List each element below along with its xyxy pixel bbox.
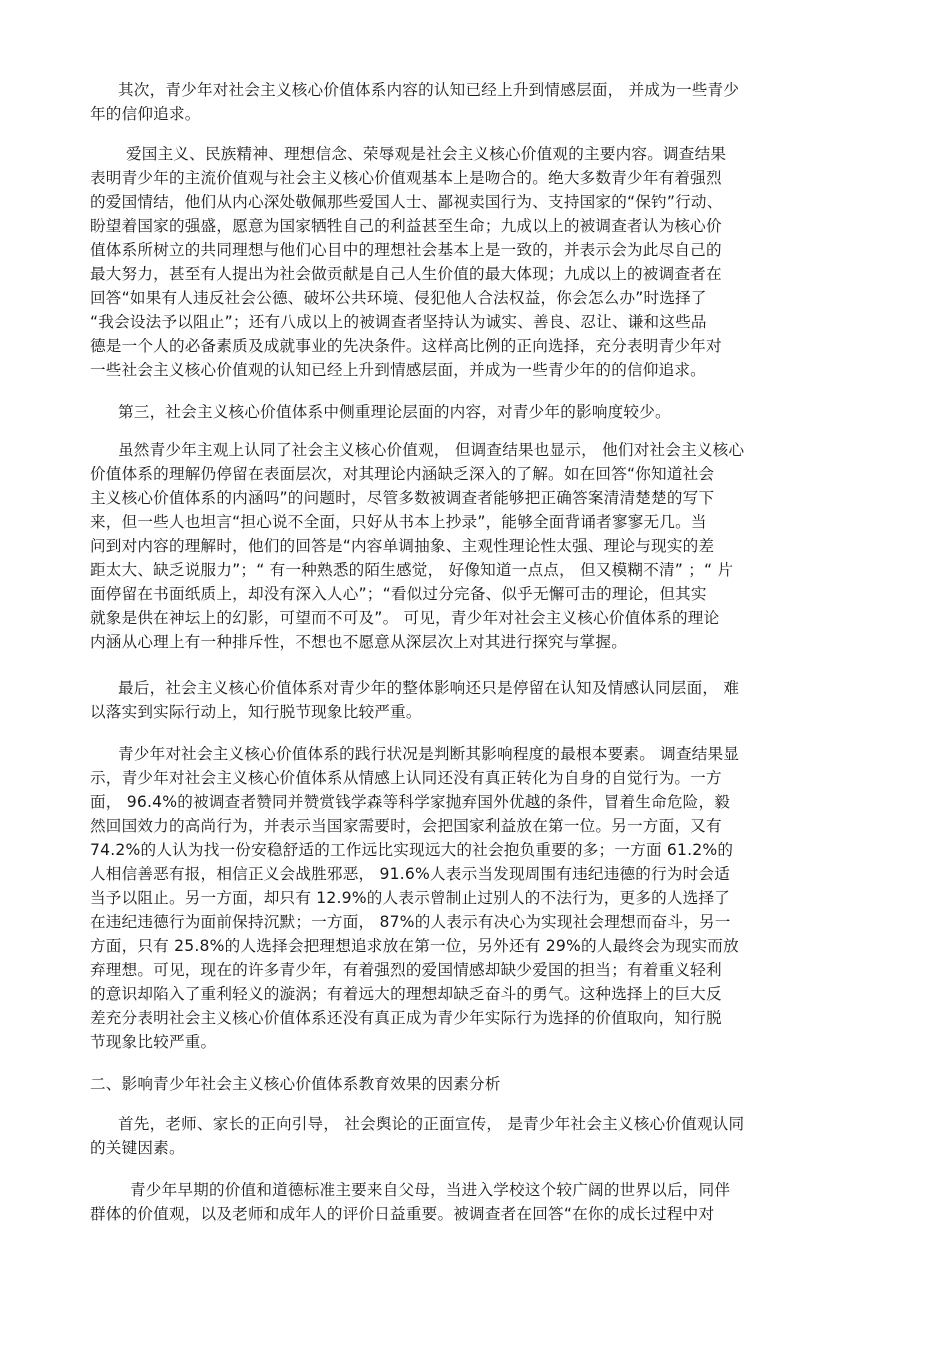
text-line: 问到对内容的理解时，他们的回答是“内容单调抽象、主观性理论性太强、理论与现实的差: [90, 537, 715, 555]
text-line: 人相信善恶有报，相信正义会战胜邪恶， 91.6%人表示当发现周围有违纪违德的行为时会适: [90, 865, 731, 883]
text-line: 在违纪违德行为面前保持沉默；一方面， 87%的人表示有决心为实现社会理想而奋斗，另一: [90, 913, 731, 931]
text-line: 74.2%的人认为找一份安稳舒适的工作远比实现远大的社会抱负重要的多；一方面 61.2%的: [90, 841, 734, 859]
text-line: 二、影响青少年社会主义核心价值体系教育效果的因素分析: [90, 1075, 501, 1093]
text-line: 的意识却陷入了重利轻义的漩涡；有着远大的理想却缺乏奋斗的勇气。这种选择上的巨大反: [90, 985, 722, 1003]
text-line: 其次，青少年对社会主义核心价值体系内容的认知已经上升到情感层面， 并成为一些青少: [118, 81, 740, 99]
text-line: 青少年早期的价值和道德标准主要来自父母，当进入学校这个较广阔的世界以后，同伴: [130, 1181, 731, 1199]
text-line: 首先，老师、家长的正向引导， 社会舆论的正面宣传， 是青少年社会主义核心价值观认同: [118, 1115, 745, 1133]
text-line: 值体系所树立的共同理想与他们心目中的理想社会基本上是一致的，并表示会为此尽自己的: [90, 241, 722, 259]
text-line: 最后，社会主义核心价值体系对青少年的整体影响还只是停留在认知及情感认同层面， 难: [118, 679, 740, 697]
text-line: 弃理想。可见，现在的许多青少年，有着强烈的爱国情感却缺少爱国的担当；有着重义轻利: [90, 961, 722, 979]
text-line: 回答“如果有人违反社会公德、破坏公共环境、侵犯他人合法权益，你会怎么办”时选择了: [90, 289, 707, 307]
text-line: “我会设法予以阻止”；还有八成以上的被调查者坚持认为诚实、善良、忍让、谦和这些品: [90, 313, 707, 331]
text-line: 的爱国情结，他们从内心深处敬佩那些爱国人士、鄙视卖国行为、支持国家的“保钓”行动、: [90, 193, 723, 211]
text-line: 以落实到实际行动上，知行脱节现象比较严重。: [90, 703, 422, 721]
text-line: 的关键因素。: [90, 1139, 185, 1157]
text-line: 差充分表明社会主义核心价值体系还没有真正成为青少年实际行为选择的价值取向，知行脱: [90, 1009, 722, 1027]
text-line: 一些社会主义核心价值观的认知已经上升到情感层面，并成为一些青少年的的信仰追求。: [90, 361, 706, 379]
text-line: 价值体系的理解仍停留在表面层次，对其理论内涵缺乏深入的了解。如在回答“你知道社会: [90, 465, 715, 483]
text-line: 节现象比较严重。: [90, 1033, 217, 1051]
text-line: 来，但一些人也坦言“担心说不全面，只好从书本上抄录”，能够全面背诵者寥寥无几。当: [90, 513, 707, 531]
text-line: 示，青少年对社会主义核心价值体系从情感上认同还没有真正转化为自身的自觉行为。一方: [90, 769, 722, 787]
text-line: 年的信仰追求。: [90, 105, 201, 123]
text-line: 距太大、缺乏说服力”；“ 有一种熟悉的陌生感觉， 好像知道一点点， 但又模糊不清” ；“ 片: [90, 561, 734, 579]
text-line: 主义核心价值体系的内涵吗”的问题时，尽管多数被调查者能够把正确答案清清楚楚的写下: [90, 489, 715, 507]
text-line: 方面，只有 25.8%的人选择会把理想追求放在第一位，另外还有 29%的人最终会为现实而放: [90, 937, 739, 955]
text-line: 就象是供在神坛上的幻影，可望而不可及”。 可见，青少年对社会主义核心价值体系的理论: [90, 609, 720, 627]
text-line: 爱国主义、民族精神、理想信念、荣辱观是社会主义核心价值观的主要内容。调查结果: [126, 145, 727, 163]
text-line: 面停留在书面纸质上，却没有深入人心”；“看似过分完备、似乎无懈可击的理论，但其实: [90, 585, 707, 603]
text-line: 面， 96.4%的被调查者赞同并赞赏钱学森等科学家抛弃国外优越的条件，冒着生命危险，毅: [90, 793, 731, 811]
text-line: 青少年对社会主义核心价值体系的践行状况是判断其影响程度的最根本要素。 调查结果显: [118, 745, 740, 763]
text-line: 然回国效力的高尚行为，并表示当国家需要时，会把国家利益放在第一位。另一方面，又有: [90, 817, 722, 835]
text-line: 群体的价值观，以及老师和成年人的评价日益重要。被调查者在回答“在你的成长过程中对: [90, 1205, 715, 1223]
text-line: 第三，社会主义核心价值体系中侧重理论层面的内容，对青少年的影响度较少。: [118, 403, 671, 421]
text-line: 虽然青少年主观上认同了社会主义核心价值观， 但调查结果也显示， 他们对社会主义核心: [118, 441, 745, 459]
text-line: 德是一个人的必备素质及成就事业的先决条件。这样高比例的正向选择，充分表明青少年对: [90, 337, 722, 355]
text-line: 当予以阻止。另一方面，却只有 12.9%的人表示曾制止过别人的不法行为，更多的人选择了: [90, 889, 731, 907]
text-line: 最大努力，甚至有人提出为社会做贡献是自己人生价值的最大体现；九成以上的被调查者在: [90, 265, 722, 283]
text-line: 内涵从心理上有一种排斥性，不想也不愿意从深层次上对其进行探究与掌握。: [90, 633, 627, 651]
text-line: 表明青少年的主流价值观与社会主义核心价值观基本上是吻合的。绝大多数青少年有着强烈: [90, 169, 722, 187]
text-line: 盼望着国家的强盛，愿意为国家牺牲自己的利益甚至生命；九成以上的被调查者认为核心价: [90, 217, 722, 235]
